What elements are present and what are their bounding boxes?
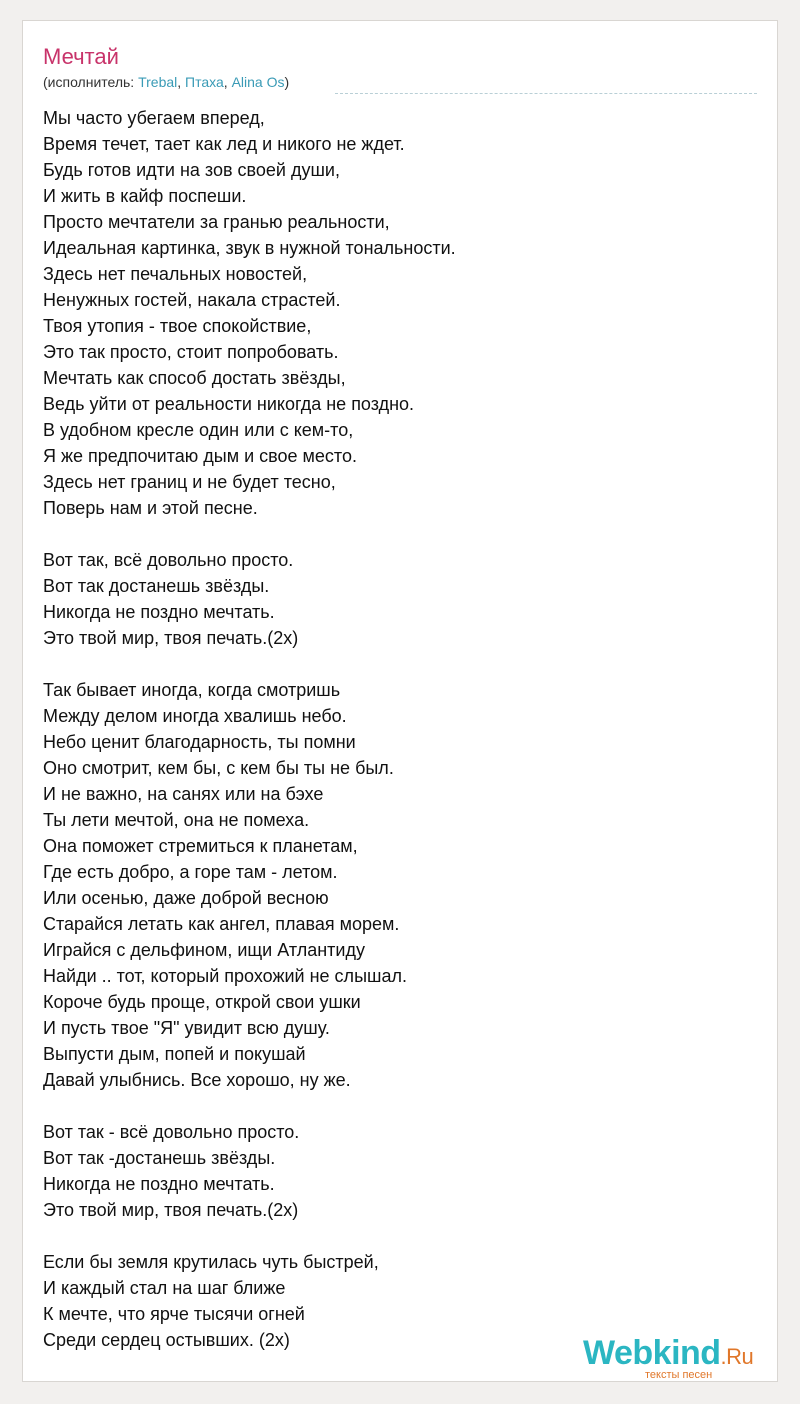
lyric-line: Найди .. тот, который прохожий не слышал.: [43, 966, 407, 986]
lyrics-text: [43, 105, 456, 1353]
lyric-line: Вот так, всё довольно просто.: [43, 550, 294, 570]
logo-tagline: тексты песен: [645, 1369, 713, 1381]
logo-tld: .Ru: [720, 1344, 754, 1369]
lyric-line: Вот так достанешь звёзды.: [43, 576, 270, 596]
lyric-line: Ты лети мечтой, она не помеха.: [43, 810, 310, 830]
lyric-line: Идеальная картинка, звук в нужной тональности.: [43, 238, 456, 258]
lyric-line: Она поможет стремиться к планетам,: [43, 836, 358, 856]
lyric-line: И каждый стал на шаг ближе: [43, 1278, 286, 1298]
lyric-line: И жить в кайф поспеши.: [43, 186, 247, 206]
lyric-line: Здесь нет печальных новостей,: [43, 264, 308, 284]
lyric-line: Здесь нет границ и не будет тесно,: [43, 472, 336, 492]
lyric-line: Это твой мир, твоя печать.(2x): [43, 628, 299, 648]
stanza-break: [43, 651, 456, 677]
stanza-break: [43, 1093, 456, 1119]
artist-link-ptakha[interactable]: Птаха: [185, 74, 224, 90]
lyric-line: Я же предпочитаю дым и свое место.: [43, 446, 357, 466]
stanza-break: [43, 1223, 456, 1249]
lyric-line: Короче будь проще, открой свои ушки: [43, 992, 361, 1012]
lyric-line: Играйся с дельфином, ищи Атлантиду: [43, 940, 365, 960]
lyric-line: Поверь нам и этой песне.: [43, 498, 258, 518]
header-divider: [335, 93, 757, 94]
lyric-line: Небо ценит благодарность, ты помни: [43, 732, 356, 752]
lyric-line: Давай улыбнись. Все хорошо, ну же.: [43, 1070, 351, 1090]
lyric-line: Так бывает иногда, когда смотришь: [43, 680, 341, 700]
lyric-line: К мечте, что ярче тысячи огней: [43, 1304, 305, 1324]
lyric-line: Оно смотрит, кем бы, с кем бы ты не был.: [43, 758, 394, 778]
artist-separator: ,: [177, 74, 186, 90]
lyric-line: Твоя утопия - твое спокойствие,: [43, 316, 312, 336]
lyric-line: Ненужных гостей, накала страстей.: [43, 290, 341, 310]
stanza-break: [43, 521, 456, 547]
artist-link-alina-os[interactable]: Alina Os: [231, 74, 285, 90]
logo-brand: Webkind: [583, 1334, 721, 1372]
lyric-line: Просто мечтатели за гранью реальности,: [43, 212, 390, 232]
site-logo[interactable]: [583, 1333, 773, 1381]
artist-suffix: ): [284, 74, 290, 90]
lyric-line: Будь готов идти на зов своей души,: [43, 160, 340, 180]
lyric-line: Старайся летать как ангел, плавая морем.: [43, 914, 400, 934]
artist-prefix: (исполнитель:: [43, 74, 139, 90]
artist-link-trebal[interactable]: Trebal: [138, 74, 178, 90]
lyric-line: Это твой мир, твоя печать.(2x): [43, 1200, 299, 1220]
artist-line: [43, 73, 289, 91]
lyric-line: В удобном кресле один или с кем-то,: [43, 420, 354, 440]
lyric-line: Время течет, тает как лед и никого не ждет.: [43, 134, 405, 154]
lyric-line: И не важно, на санях или на бэхе: [43, 784, 324, 804]
lyric-line: Или осенью, даже доброй весною: [43, 888, 329, 908]
lyric-line: Выпусти дым, попей и покушай: [43, 1044, 306, 1064]
lyric-line: Между делом иногда хвалишь небо.: [43, 706, 347, 726]
lyric-line: Это так просто, стоит попробовать.: [43, 342, 339, 362]
lyric-line: И пусть твое "Я" увидит всю душу.: [43, 1018, 330, 1038]
lyric-line: Среди сердец остывших. (2x): [43, 1330, 290, 1350]
lyric-line: Где есть добро, а горе там - летом.: [43, 862, 338, 882]
lyric-line: Мечтать как способ достать звёзды,: [43, 368, 346, 388]
lyric-line: Никогда не поздно мечтать.: [43, 1174, 275, 1194]
song-title: Мечтай: [43, 44, 119, 69]
lyric-line: Никогда не поздно мечтать.: [43, 602, 275, 622]
lyrics-card: [22, 20, 778, 1382]
lyric-line: Мы часто убегаем вперед,: [43, 108, 265, 128]
lyric-line: Вот так -достанешь звёзды.: [43, 1148, 276, 1168]
lyric-line: Ведь уйти от реальности никогда не поздно.: [43, 394, 415, 414]
lyric-line: Вот так - всё довольно просто.: [43, 1122, 300, 1142]
artist-separator: ,: [223, 74, 232, 90]
lyric-line: Если бы земля крутилась чуть быстрей,: [43, 1252, 379, 1272]
